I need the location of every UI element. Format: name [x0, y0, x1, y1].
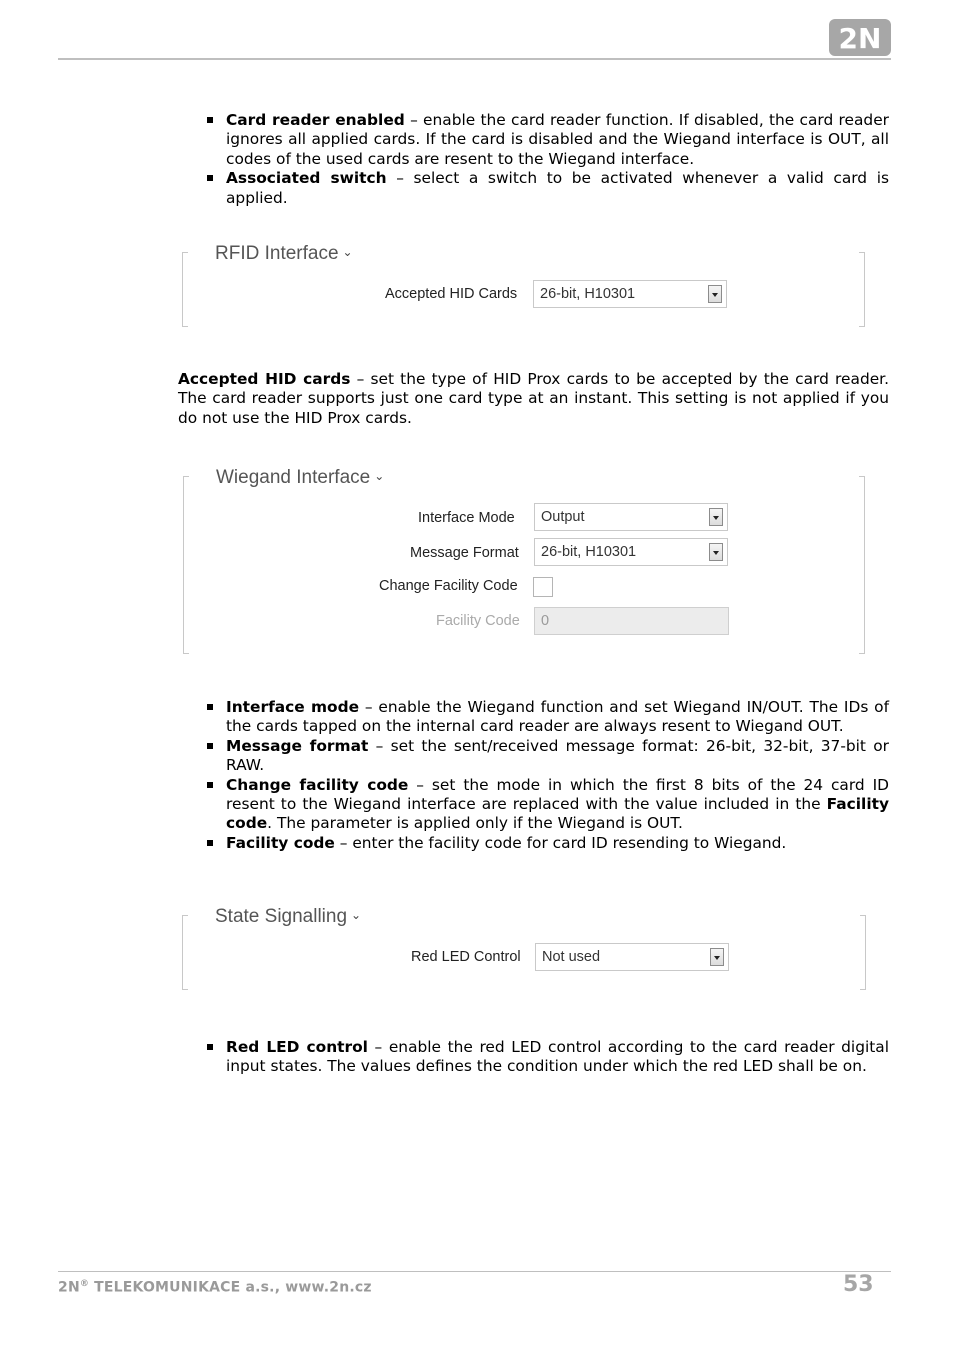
panel-border-right: [859, 252, 865, 327]
panel-border-left: [183, 476, 189, 654]
description: – set the type of HID Prox cards to be accepted by the card reader. The card reader supports just one card type at an instant. This setting is not applied if you do not use the HID Prox cards.: [178, 370, 889, 427]
bullet-list-card-reader: [178, 111, 889, 208]
description: – set the sent/received message format: 26-bit, 32-bit, 37-bit or RAW.: [226, 736, 889, 775]
bullet-icon: [207, 175, 213, 181]
page-number: 53: [843, 1272, 874, 1297]
red-led-control-label: Red LED Control: [411, 949, 521, 965]
footer-divider: [58, 1271, 891, 1272]
description: – enable the card reader function. If disabled, the card reader ignores all applied cards. If the card is disabled and the Wiegand interface is OUT, all codes of the used cards are resent to the Wiegand interface.: [226, 111, 889, 168]
list-item: [178, 169, 889, 208]
description: – enter the facility code for card ID resending to Wiegand.: [334, 833, 787, 852]
list-item: [178, 698, 889, 737]
description: – select a switch to be activated whenever a valid card is applied.: [226, 169, 889, 207]
2n-logo: [829, 19, 891, 56]
term: Associated switch: [226, 169, 387, 188]
term: Interface mode: [226, 698, 360, 716]
registered-mark: ®: [79, 1279, 90, 1289]
wiegand-interface-panel: [183, 476, 865, 654]
dropdown-arrow-icon[interactable]: [709, 508, 723, 526]
header-divider: [58, 58, 891, 60]
bullet-icon: [207, 1044, 213, 1050]
interface-mode-label: Interface Mode: [418, 510, 515, 526]
list-item: [178, 111, 889, 169]
accepted-hid-cards-label: Accepted HID Cards: [385, 286, 518, 302]
panel-title-text: State Signalling: [215, 906, 348, 927]
rfid-interface-title[interactable]: [215, 243, 353, 265]
input-value: 0: [541, 613, 550, 629]
state-signalling-title[interactable]: [215, 906, 361, 928]
description: . The parameter is applied only if the Wiegand is OUT.: [267, 814, 683, 833]
bullet-icon: [207, 117, 213, 123]
facility-code-label: Facility Code: [436, 613, 520, 629]
dropdown-arrow-icon[interactable]: [709, 543, 723, 561]
list-item: [178, 1038, 889, 1077]
message-format-label: Message Format: [410, 545, 519, 561]
bullet-icon: [207, 782, 213, 788]
accepted-hid-cards-select[interactable]: [533, 280, 727, 308]
dropdown-arrow-icon[interactable]: [710, 948, 724, 966]
bullet-icon: [207, 840, 213, 846]
select-value: 26-bit, H10301: [541, 544, 637, 560]
select-value: Not used: [542, 949, 601, 965]
message-format-select[interactable]: [534, 538, 728, 566]
company-name: TELEKOMUNIKACE a.s., www.2n.cz: [89, 1279, 372, 1296]
description: – set the mode in which the first 8 bits of the 24 card ID resent to the Wiegand interface are replaced with the value included in the: [226, 775, 889, 814]
wiegand-interface-title[interactable]: [216, 467, 384, 489]
term: Accepted HID cards: [178, 370, 351, 388]
select-value: Output: [541, 509, 585, 525]
term: Change facility code: [226, 775, 409, 794]
panel-border-left: [182, 915, 188, 990]
term: Facility code: [226, 833, 335, 852]
bullet-icon: [207, 743, 213, 749]
list-item: [178, 834, 889, 853]
panel-title-text: Wiegand Interface: [216, 467, 371, 488]
panel-border-left: [182, 252, 188, 327]
panel-border-right: [859, 476, 865, 654]
logo-text: 2N: [838, 22, 882, 55]
footer-company: [58, 1279, 372, 1296]
red-led-control-select[interactable]: [535, 943, 729, 971]
company-prefix: 2N: [58, 1279, 80, 1296]
accepted-hid-cards-paragraph: [178, 370, 889, 428]
chevron-down-icon: ⌄: [351, 908, 362, 922]
term: Facility code: [226, 795, 889, 833]
chevron-down-icon: ⌄: [374, 469, 385, 483]
panel-title-text: RFID Interface: [215, 243, 339, 264]
bullet-list-state-signalling: [178, 1038, 889, 1077]
select-value: 26-bit, H10301: [540, 286, 636, 302]
facility-code-input[interactable]: [534, 607, 729, 635]
bullet-list-wiegand: [178, 698, 889, 853]
change-facility-code-label: Change Facility Code: [379, 578, 518, 594]
dropdown-arrow-icon[interactable]: [708, 285, 722, 303]
term: Message format: [226, 736, 369, 755]
term: Red LED control: [226, 1038, 368, 1056]
description: – enable the red LED control according to the card reader digital input states. The values defines the condition under which the red LED shall be on.: [226, 1038, 889, 1076]
description: – enable the Wiegand function and set Wiegand IN/OUT. The IDs of the cards tapped on the internal card reader are always resent to Wiegand OUT.: [226, 698, 889, 736]
change-facility-code-checkbox[interactable]: [533, 577, 553, 597]
panel-border-right: [860, 915, 866, 990]
list-item: [178, 776, 889, 834]
list-item: [178, 737, 889, 776]
term: Card reader enabled: [226, 111, 405, 129]
chevron-down-icon: ⌄: [342, 245, 353, 259]
bullet-icon: [207, 704, 213, 710]
interface-mode-select[interactable]: [534, 503, 728, 531]
